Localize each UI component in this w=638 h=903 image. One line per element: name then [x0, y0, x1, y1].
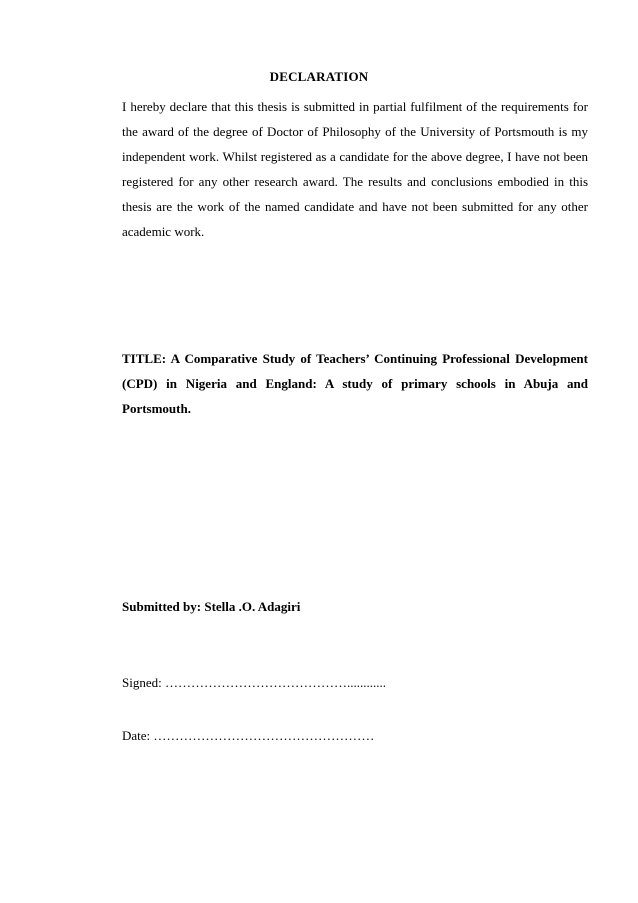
declaration-line: independent work. Whilst registered as a candidate for the above degree, I have not been	[122, 149, 588, 164]
submitted-by: Submitted by: Stella .O. Adagiri	[122, 599, 301, 614]
thesis-title	[122, 346, 588, 421]
signature-line: Signed: ……………………………………............	[122, 675, 386, 690]
title-line: Portsmouth.	[122, 401, 191, 416]
declaration-line: registered for any other research award. The results and conclusions embodied in this	[122, 174, 588, 189]
declaration-line: academic work.	[122, 224, 205, 239]
title-line: TITLE: A Comparative Study of Teachers’ Continuing Professional Development	[122, 351, 588, 366]
title-line: (CPD) in Nigeria and England: A study of primary schools in Abuja and	[122, 376, 588, 391]
declaration-paragraph	[122, 94, 588, 244]
declaration-line: thesis are the work of the named candidate and have not been submitted for any other	[122, 199, 588, 214]
declaration-line: the award of the degree of Doctor of Philosophy of the University of Portsmouth is my	[122, 124, 588, 139]
declaration-heading: DECLARATION	[269, 69, 369, 84]
date-line: Date: ……………………………………………	[122, 728, 375, 743]
declaration-line: I hereby declare that this thesis is submitted in partial fulfilment of the requirements for	[122, 99, 588, 114]
